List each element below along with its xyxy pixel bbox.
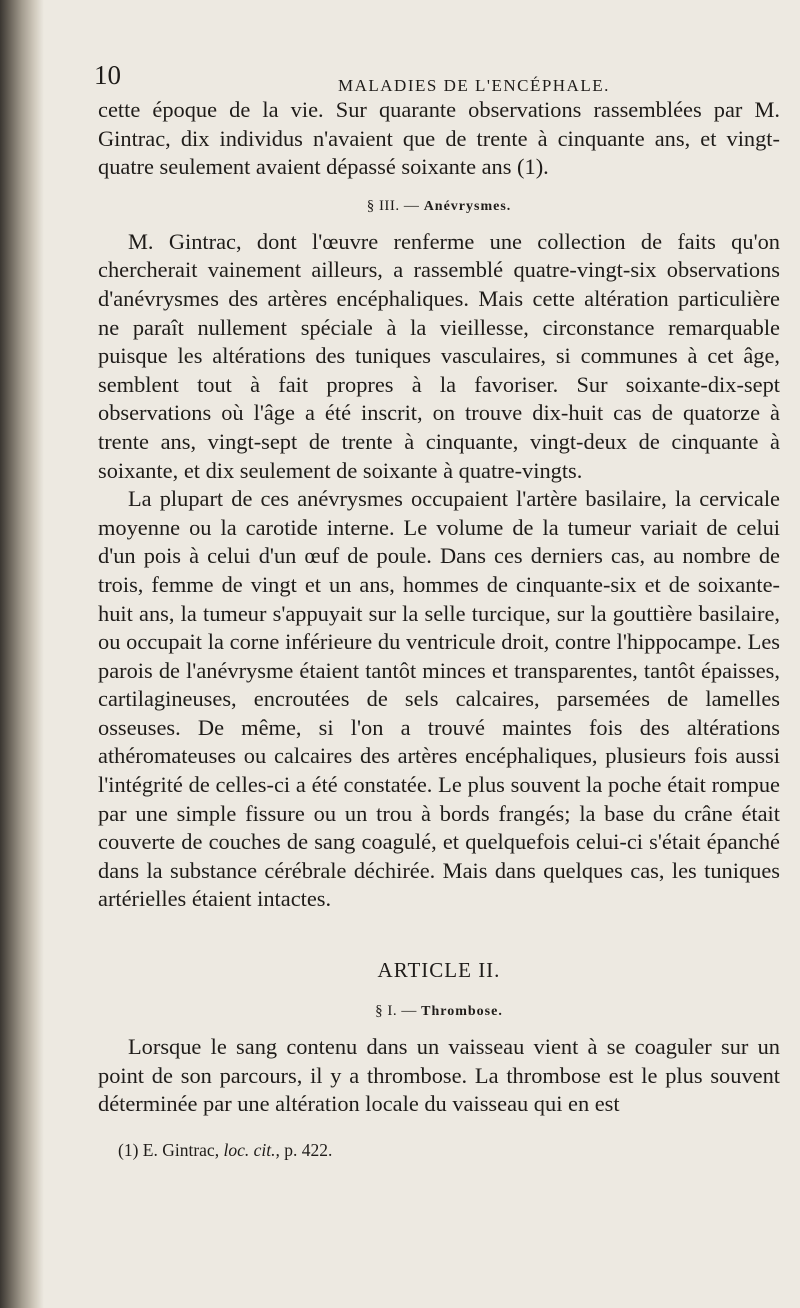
paragraph-1: cette époque de la vie. Sur quarante observations rassemblées par M. Gintrac, dix individus n'avaient que de trente à cinquante ans, et vingt-quatre seulement avaient dépassé soixante ans (1).	[98, 97, 780, 180]
section-title: Anévrysmes.	[423, 198, 512, 214]
footnote	[98, 1139, 780, 1161]
footnote-page: p. 422.	[284, 1139, 333, 1160]
section-number: § III. —	[366, 197, 420, 214]
page-number: 10	[94, 60, 121, 90]
section-title: Thrombose.	[421, 1004, 503, 1020]
running-title: MALADIES DE L'ENCÉPHALE.	[338, 76, 610, 95]
section-heading-thrombose	[98, 1003, 780, 1020]
footnote-author: E. Gintrac,	[142, 1139, 220, 1160]
section-number: § I. —	[375, 1003, 417, 1020]
section-heading-anevrysmes	[98, 198, 780, 215]
article-heading: ARTICLE II.	[377, 958, 501, 983]
paragraph-3: La plupart de ces anévrysmes occupaient l'artère basilaire, la cervicale moyenne ou la carotide interne. Le volume de la tumeur variait de celui d'un pois à celui d'un œuf de poule. Dans ces derniers cas, au nombre de trois, femme de vingt et un ans, hommes de cinquante-six et de soixante-huit ans, la tumeur s'appuyait sur la selle turcique, sur la gouttière basilaire, ou occupait la corne inférieure du ventricule droit, contre l'hippocampe. Les parois de l'anévrysme étaient tantôt minces et transparentes, tantôt épaisses, cartilagineuses, encroutées de sels calcaires, parsemées de lamelles osseuses. De même, si l'on a trouvé maintes fois des altérations athéromateuses ou calcaires des artères encéphaliques, plusieurs fois aussi l'intégrité de celles-ci a été constatée. Le plus souvent la poche était rompue par une simple fissure ou un trou à bords frangés; la base du crâne était couverte de couches de sang coagulé, et quelquefois celui-ci s'était épanché dans la substance cérébrale déchirée. Mais dans quelques cas, les tuniques artérielles étaient intactes.	[98, 486, 780, 912]
paragraph-2: M. Gintrac, dont l'œuvre renferme une collection de faits qu'on chercherait vainement ailleurs, a rassemblé quatre-vingt-six observations d'anévrysmes des artères encéphaliques. Mais cette altération particulière ne paraît nullement spéciale à la vieillesse, circonstance remarquable puisque les altérations des tuniques vasculaires, si communes à cet âge, semblent tout à fait propres à la favoriser. Sur soixante-dix-sept observations où l'âge a été inscrit, on trouve dix-huit cas de quatorze à trente ans, vingt-sept de trente à cinquante, vingt-deux de cinquante à soixante, et dix seulement de soixante à quatre-vingts.	[98, 228, 780, 483]
footnote-reference: loc. cit.,	[223, 1139, 280, 1160]
book-page	[94, 60, 780, 1161]
running-head	[94, 60, 780, 96]
book-binding-edge	[0, 0, 44, 1308]
footnote-marker: (1)	[118, 1139, 139, 1160]
paragraph-4: Lorsque le sang contenu dans un vaisseau vient à se coaguler sur un point de son parcours, il y a thrombose. La thrombose est le plus souvent déterminée par une altération locale du vaisseau qui en est	[98, 1034, 780, 1117]
